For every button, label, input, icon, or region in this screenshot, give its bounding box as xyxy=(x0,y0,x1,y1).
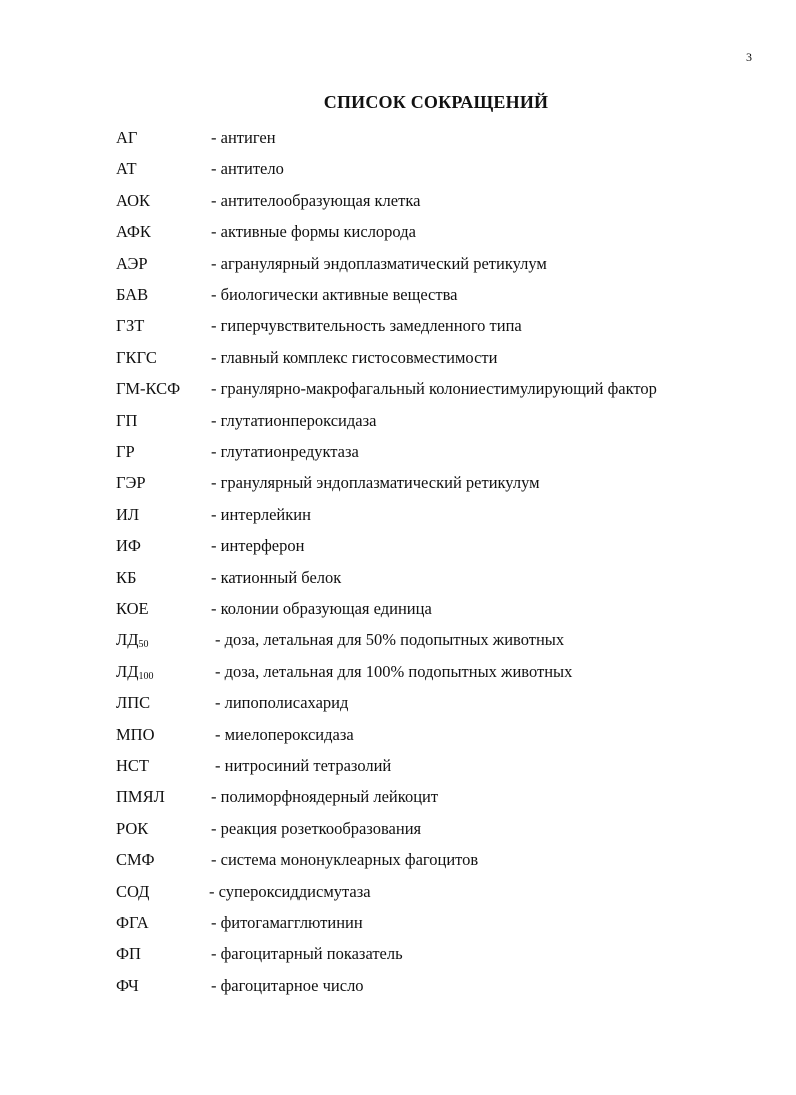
list-item xyxy=(0,876,796,907)
list-item xyxy=(0,562,796,593)
abbreviation: РОК xyxy=(116,818,149,838)
abbreviation: АГ xyxy=(116,128,138,147)
abbreviation: ГКГС xyxy=(116,347,157,367)
definition: - антитело xyxy=(211,159,284,179)
abbreviation: ГР xyxy=(116,442,135,461)
list-item xyxy=(0,844,796,875)
definition: - липополисахарид xyxy=(215,693,349,713)
abbreviation: ФГА xyxy=(116,913,149,932)
abbreviation: КОЕ xyxy=(116,599,149,618)
list-item xyxy=(0,624,796,655)
list-item xyxy=(0,248,796,279)
abbreviation: $ЛД_{100}$ xyxy=(116,661,154,682)
list-item xyxy=(0,216,796,247)
list-item xyxy=(0,656,796,687)
abbreviation: ГМ-КСФ xyxy=(116,379,181,399)
definition: - антителообразующая клетка xyxy=(211,190,421,210)
definition: - главный комплекс гистосовместимости xyxy=(211,347,498,367)
definition: - система мононуклеарных фагоцитов xyxy=(211,850,479,870)
definition: - фагоцитарный показатель xyxy=(211,944,403,964)
definition: - реакция розеткообразования xyxy=(211,818,422,838)
abbreviation: СМФ xyxy=(116,850,155,870)
list-item xyxy=(0,279,796,310)
abbreviation: МПО xyxy=(116,724,155,744)
definition: - интерферон xyxy=(211,536,305,556)
definition: - нитросиний тетразолий xyxy=(215,756,392,775)
abbreviation: АФК xyxy=(116,222,151,242)
list-item xyxy=(0,719,796,750)
list-item xyxy=(0,185,796,216)
definition: - супероксиддисмутаза xyxy=(209,881,371,901)
list-item xyxy=(0,938,796,969)
abbreviation: ГЗТ xyxy=(116,316,145,336)
abbreviation: ИЛ xyxy=(116,504,140,524)
abbreviation: НСТ xyxy=(116,756,149,775)
definition: - фагоцитарное число xyxy=(211,975,364,995)
page-title: СПИСОК СОКРАЩЕНИЙ xyxy=(323,92,549,112)
list-item xyxy=(0,310,796,341)
definition: - антиген xyxy=(211,128,276,147)
abbreviation: ГП xyxy=(116,410,138,430)
definition: - полиморфноядерный лейкоцит xyxy=(211,787,439,807)
list-item xyxy=(0,593,796,624)
list-item xyxy=(0,750,796,781)
abbreviation: АОК xyxy=(116,190,151,210)
list-item xyxy=(0,970,796,1001)
definition: - доза, летальная для 50% подопытных животных xyxy=(215,630,565,650)
definition: - глутатионредуктаза xyxy=(211,442,359,461)
list-item xyxy=(0,530,796,561)
abbreviation: СОД xyxy=(116,881,150,901)
definition: - интерлейкин xyxy=(211,504,311,524)
abbreviation: ЛПС xyxy=(116,693,151,713)
definition: - биологически активные вещества xyxy=(211,285,458,304)
definition: - активные формы кислорода xyxy=(211,222,416,242)
abbreviation: $ЛД_{50}$ xyxy=(116,630,149,651)
abbreviation: БАВ xyxy=(116,285,149,304)
definition: - гранулярно-макрофагальный колониестимулирующий фактор xyxy=(211,379,657,399)
list-item xyxy=(0,813,796,844)
definition: - глутатионпероксидаза xyxy=(211,410,377,430)
list-item xyxy=(0,373,796,404)
abbreviation: ПМЯЛ xyxy=(116,787,165,807)
list-item xyxy=(0,153,796,184)
definition: - миелопероксидаза xyxy=(215,724,354,744)
page-number: 3 xyxy=(746,50,752,64)
list-item xyxy=(0,907,796,938)
list-item xyxy=(0,122,796,153)
abbreviation: ГЭР xyxy=(116,473,146,493)
list-item xyxy=(0,467,796,498)
abbreviation: АЭР xyxy=(116,253,148,273)
definition: - гиперчувствительность замедленного типа xyxy=(211,316,522,336)
list-item xyxy=(0,342,796,373)
list-item xyxy=(0,781,796,812)
abbreviation: ИФ xyxy=(116,536,141,556)
abbreviation: АТ xyxy=(116,159,137,179)
abbreviation: ФЧ xyxy=(116,975,139,995)
abbreviation: КБ xyxy=(116,567,137,587)
definition: - фитогамагглютинин xyxy=(211,913,363,932)
list-item xyxy=(0,405,796,436)
definition: - доза, летальная для 100% подопытных животных xyxy=(215,661,573,681)
abbreviation: ФП xyxy=(116,944,141,964)
definition: - катионный белок xyxy=(211,567,342,587)
list-item xyxy=(0,499,796,530)
definition: - агранулярный эндоплазматический ретикулум xyxy=(211,253,547,273)
definition: - колонии образующая единица xyxy=(211,599,432,618)
list-item xyxy=(0,687,796,718)
list-item xyxy=(0,436,796,467)
definition: - гранулярный эндоплазматический ретикулум xyxy=(211,473,540,493)
